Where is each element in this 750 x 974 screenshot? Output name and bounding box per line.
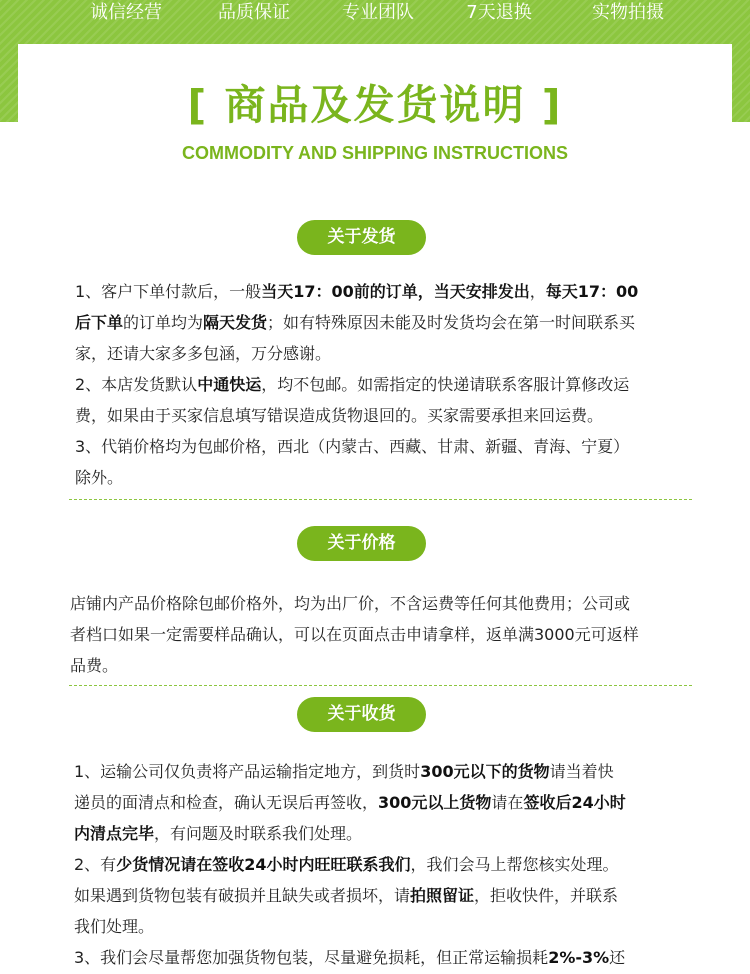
text-line: 3、我们会尽量帮您加强货物包装，尽量避免损耗，但正常运输损耗2%-3%还 xyxy=(74,948,626,967)
text-line: 2、有少货情况请在签收24小时内旺旺联系我们，我们会马上帮您核实处理。 xyxy=(74,855,619,874)
section-text-price xyxy=(70,588,639,681)
page-subtitle: COMMODITY AND SHIPPING INSTRUCTIONS xyxy=(181,143,568,163)
text-line: 1、运输公司仅负责将产品运输指定地方，到货时300元以下的货物请当着快 xyxy=(74,762,614,781)
text-line: 费，如果由于买家信息填写错误造成货物退回的。买家需要承担来回运费。 xyxy=(75,406,604,425)
text-line: 2、本店发货默认中通快运，均不包邮。如需指定的快递请联系客服计算修改运 xyxy=(75,375,630,394)
nav-item-team: 专业团队 xyxy=(342,2,414,23)
section-badge-shipping: 关于发货 xyxy=(297,220,426,255)
top-nav xyxy=(0,0,750,36)
section-badge-price: 关于价格 xyxy=(297,526,426,561)
section-text-receiving xyxy=(74,756,626,973)
text-line: 1、客户下单付款后，一般当天17：00前的订单，当天安排发出，每天17：00 xyxy=(75,282,639,301)
page-title: [ 商品及发货说明 ] xyxy=(187,81,563,129)
nav-item-quality: 品质保证 xyxy=(218,2,290,23)
section-text-shipping xyxy=(75,276,638,493)
nav-item-integrity: 诚信经营 xyxy=(90,2,162,23)
section-divider xyxy=(69,499,692,500)
text-line: 后下单的订单均为隔天发货；如有特殊原因未能及时发货均会在第一时间联系买 xyxy=(75,313,636,332)
nav-item-returns: 7天退换 xyxy=(466,2,532,23)
text-line: 我们处理。 xyxy=(74,917,155,936)
text-line: 递员的面清点和检查，确认无误后再签收，300元以上货物请在签收后24小时 xyxy=(74,793,626,812)
text-line: 除外。 xyxy=(75,468,124,487)
section-divider xyxy=(69,685,692,686)
text-line: 如果遇到货物包装有破损并且缺失或者损坏，请拍照留证，拒收快件，并联系 xyxy=(74,886,619,905)
nav-item-real-photos: 实物拍摄 xyxy=(592,2,664,23)
text-line: 3、代销价格均为包邮价格，西北（内蒙古、西藏、甘肃、新疆、青海、宁夏） xyxy=(75,437,630,456)
text-line: 品费。 xyxy=(70,656,119,675)
text-line: 店铺内产品价格除包邮价格外，均为出厂价，不含运费等任何其他费用；公司或 xyxy=(70,594,631,613)
section-badge-receiving: 关于收货 xyxy=(297,697,426,732)
text-line: 者档口如果一定需要样品确认，可以在页面点击申请拿样，返单满3000元可返样 xyxy=(70,625,639,644)
text-line: 内清点完毕，有问题及时联系我们处理。 xyxy=(74,824,363,843)
text-line: 家，还请大家多多包涵，万分感谢。 xyxy=(75,344,332,363)
